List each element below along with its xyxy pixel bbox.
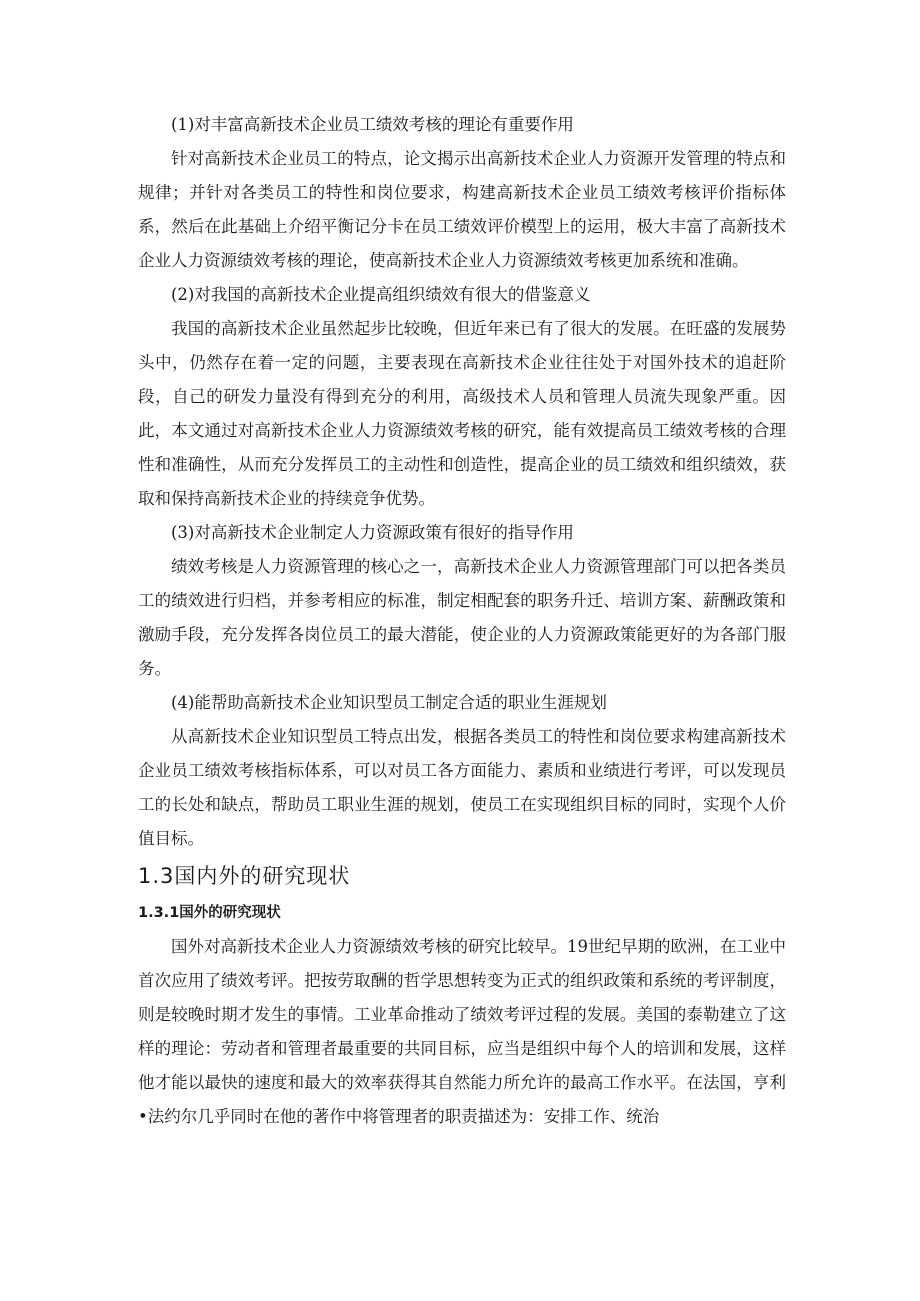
subsection-heading: 1.3.1国外的研究现状 xyxy=(138,905,281,921)
section-heading: 1.3国内外的研究现状 xyxy=(138,864,351,888)
body-paragraph-2: 我国的高新技术企业虽然起步比较晚，但近年来已有了很大的发展。在旺盛的发展势头中，仍然存在着一定的问题，主要表现在高新技术企业往往处于对国外技术的追赶阶段，自己的研发力量没有得到充分的利用，高级技术人员和管理人员流失现象严重。因此，本文通过对高新技术企业人力资源绩效考核的研究，能有效提高员工绩效考核的合理性和准确性，从而充分发挥员工的主动性和创造性，提高企业的员工绩效和组织绩效，获取和保持高新技术企业的持续竞争优势。 xyxy=(138,319,786,508)
subpoint-heading-4: (4)能帮助高新技术企业知识型员工制定合适的职业生涯规划 xyxy=(171,693,607,712)
body-paragraph-5: 国外对高新技术企业人力资源绩效考核的研究比较早。19世纪早期的欧洲，在工业中首次应用了绩效考评。把按劳取酬的哲学思想转变为正式的组织政策和系统的考评制度，则是较晚时期才发生的事情。工业革命推动了绩效考评过程的发展。美国的泰勒建立了这样的理论：劳动者和管理者最重要的共同目标，应当是组织中每个人的培训和发展，这样他才能以最快的速度和最大的效率获得其自然能力所允许的最高工作水平。在法国，亨利•法约尔几乎同时在他的著作中将管理者的职责描述为：安排工作、统治 xyxy=(138,937,786,1126)
subpoint-heading-1: (1)对丰富高新技术企业员工绩效考核的理论有重要作用 xyxy=(171,115,574,134)
subpoint-heading-3: (3)对高新技术企业制定人力资源政策有很好的指导作用 xyxy=(171,523,574,542)
body-paragraph-1: 针对高新技术企业员工的特点，论文揭示出高新技术企业人力资源开发管理的特点和规律；并针对各类员工的特性和岗位要求，构建高新技术企业员工绩效考核评价指标体系，然后在此基础上介绍平衡记分卡在员工绩效评价模型上的运用，极大丰富了高新技术企业人力资源绩效考核的理论，使高新技术企业人力资源绩效考核更加系统和准确。 xyxy=(138,149,786,270)
body-paragraph-3: 绩效考核是人力资源管理的核心之一，高新技术企业人力资源管理部门可以把各类员工的绩效进行归档，并参考相应的标准，制定相配套的职务升迁、培训方案、薪酬政策和激励手段，充分发挥各岗位员工的最大潜能，使企业的人力资源政策能更好的为各部门服务。 xyxy=(138,557,786,678)
body-paragraph-4: 从高新技术企业知识型员工特点出发，根据各类员工的特性和岗位要求构建高新技术企业员工绩效考核指标体系，可以对员工各方面能力、素质和业绩进行考评，可以发现员工的长处和缺点，帮助员工职业生涯的规划，使员工在实现组织目标的同时，实现个人价值目标。 xyxy=(138,727,786,848)
document-page xyxy=(138,108,786,1134)
subpoint-heading-2: (2)对我国的高新技术企业提高组织绩效有很大的借鉴意义 xyxy=(171,285,591,304)
